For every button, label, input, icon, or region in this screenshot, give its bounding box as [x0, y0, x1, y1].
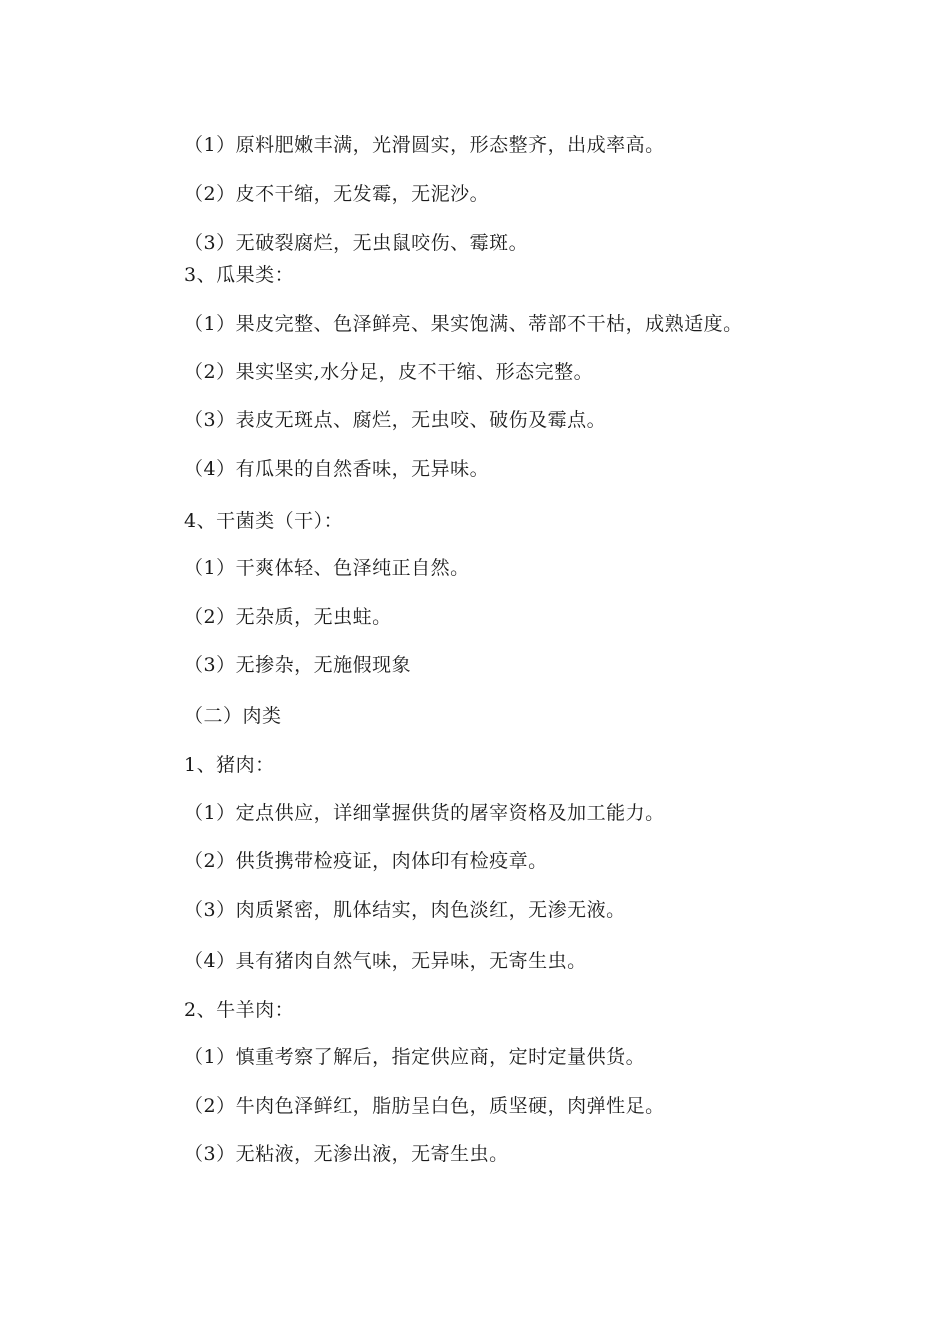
text-line: （3）无粘液，无渗出液，无寄生虫。	[184, 1143, 509, 1165]
text-line: （3）无破裂腐烂，无虫鼠咬伤、霉斑。	[184, 232, 529, 254]
text-line: （2）皮不干缩，无发霉，无泥沙。	[184, 183, 490, 205]
text-line: （2）牛肉色泽鲜红，脂肪呈白色，质坚硬，肉弹性足。	[184, 1095, 665, 1117]
text-line: （3）肉质紧密，肌体结实，肉色淡红，无渗无液。	[184, 899, 626, 921]
section-heading: （二）肉类	[184, 705, 282, 727]
text-line: （4）具有猪肉自然气味，无异味，无寄生虫。	[184, 950, 587, 972]
text-line: （2）果实坚实,水分足，皮不干缩、形态完整。	[184, 361, 594, 383]
text-line: （2）供货携带检疫证，肉体印有检疫章。	[184, 850, 548, 872]
text-line: （1）干爽体轻、色泽纯正自然。	[184, 557, 470, 579]
text-line: （3）表皮无斑点、腐烂，无虫咬、破伤及霉点。	[184, 409, 607, 431]
text-line: （3）无掺杂，无施假现象	[184, 654, 412, 676]
text-line: （1）原料肥嫩丰满，光滑圆实，形态整齐，出成率高。	[184, 134, 665, 156]
section-heading: 2、牛羊肉：	[184, 999, 295, 1021]
text-line: （1）定点供应，详细掌握供货的屠宰资格及加工能力。	[184, 802, 665, 824]
section-heading: 3、瓜果类：	[184, 264, 295, 286]
text-line: （4）有瓜果的自然香味，无异味。	[184, 458, 490, 480]
section-heading: 1、猪肉：	[184, 754, 275, 776]
section-heading: 4、干菌类（干）：	[184, 510, 344, 532]
text-line: （1）慎重考察了解后，指定供应商，定时定量供货。	[184, 1046, 646, 1068]
text-line: （2）无杂质，无虫蛀。	[184, 606, 392, 628]
text-line: （1）果皮完整、色泽鲜亮、果实饱满、蒂部不干枯，成熟适度。	[184, 313, 743, 335]
